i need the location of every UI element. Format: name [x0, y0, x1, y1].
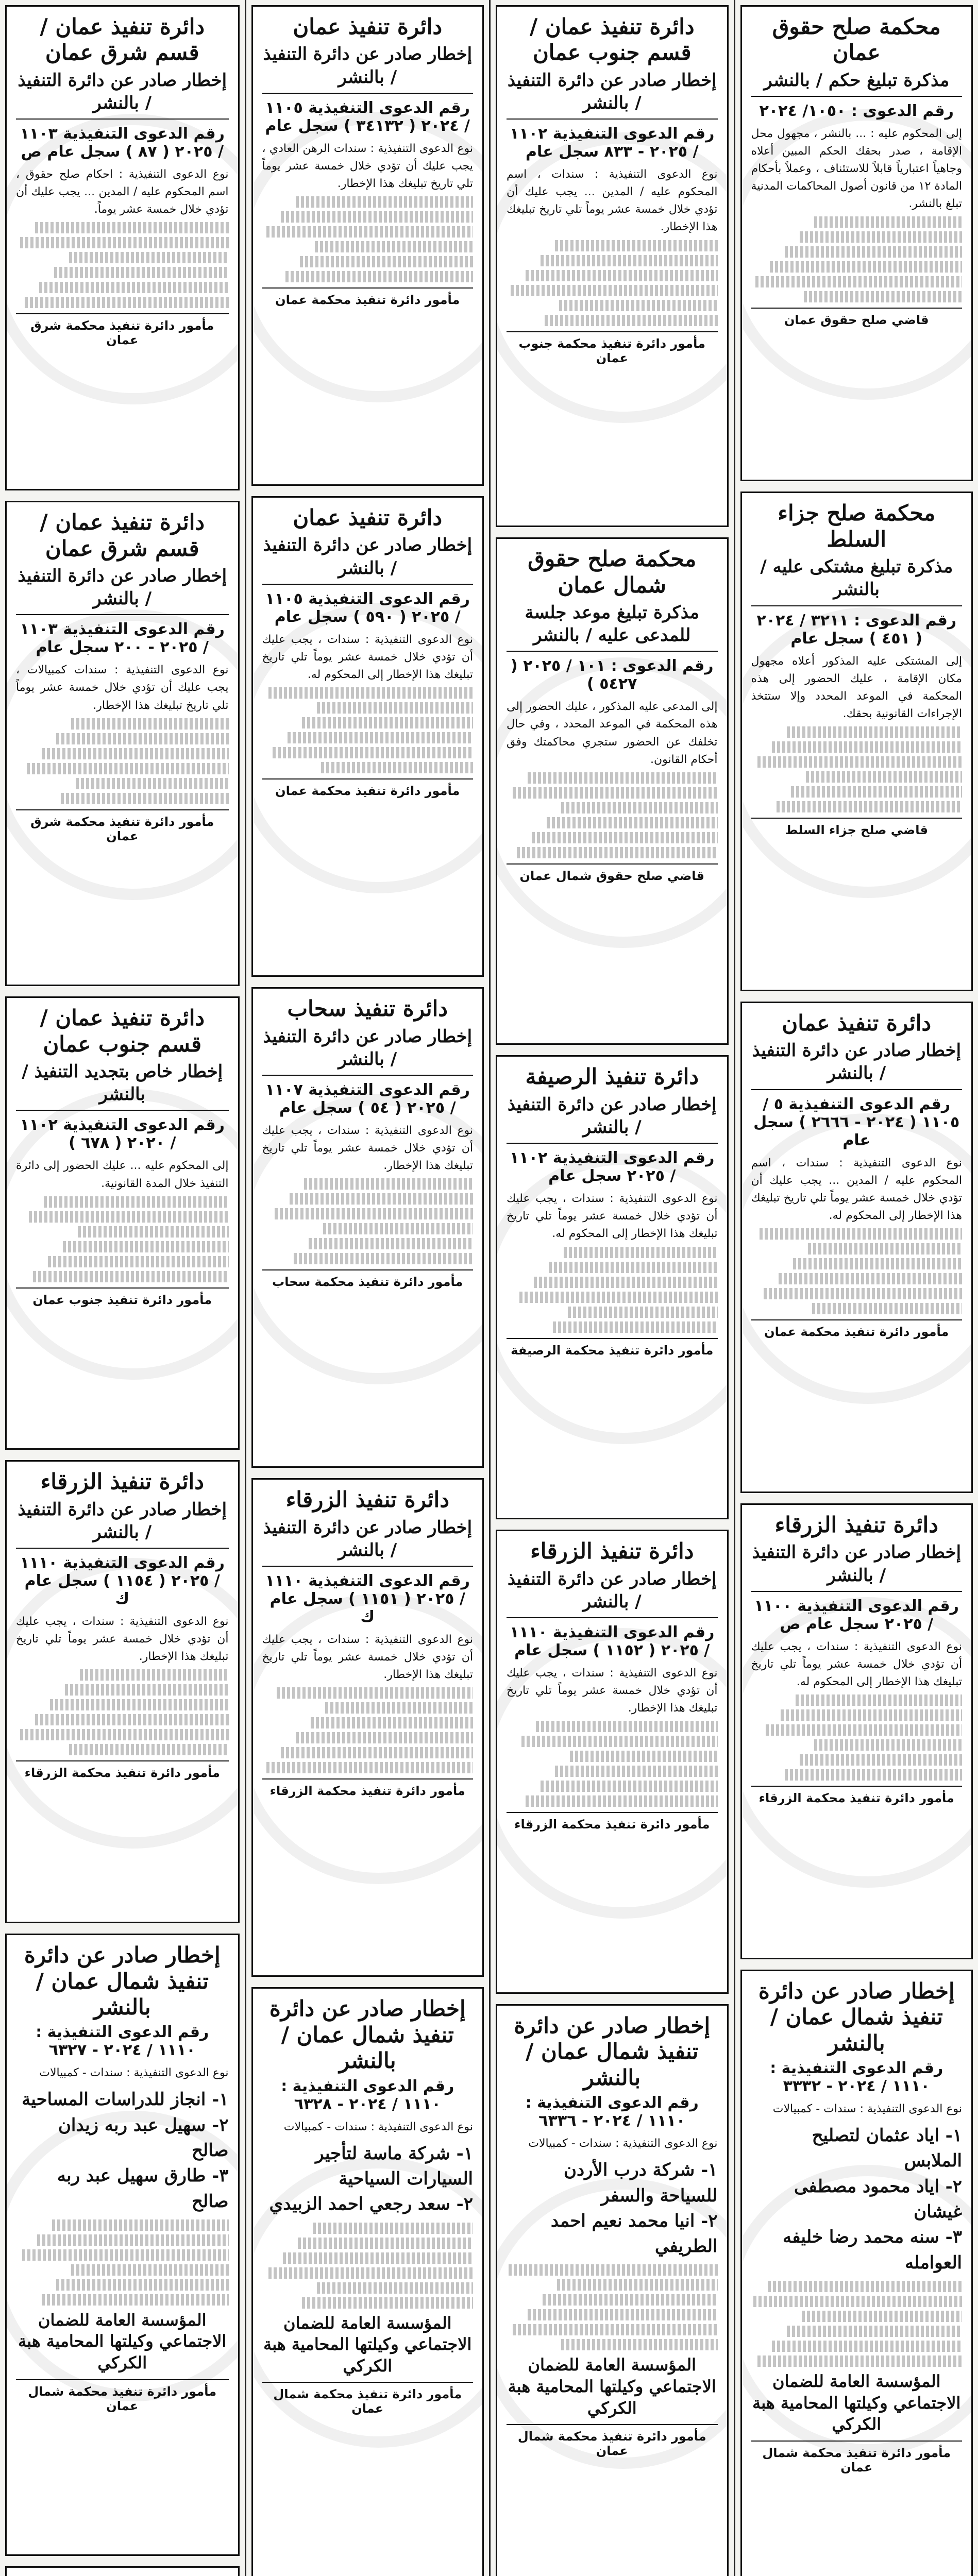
text-line — [22, 2249, 228, 2261]
legal-notice — [5, 2566, 240, 2576]
notice-subject: إخطار صادر عن دائرة التنفيذ / بالنشر — [751, 1039, 963, 1090]
notice-signature: قاضي صلح حقوق شمال عمان — [507, 863, 718, 883]
text-line — [35, 222, 228, 233]
text-line — [561, 2339, 717, 2350]
text-line — [48, 1256, 229, 1267]
text-line — [772, 741, 962, 753]
notice-case-number: رقم الدعوى التنفيذية ١١١٠ / ٢٠٢٥ ( ١١٥٢ ) سجل عام — [510, 1623, 715, 1659]
text-line — [517, 847, 717, 858]
text-line — [281, 211, 473, 223]
legal-notice — [496, 1530, 729, 1994]
text-line — [521, 1736, 718, 1747]
notice-court-title: دائرة تنفيذ الزرقاء — [40, 1469, 204, 1495]
legal-notice — [5, 5, 240, 490]
text-line — [37, 2234, 228, 2246]
notice-body-text: نوع الدعوى التنفيذية : سندات ، اسم المحكوم عليه / المدين ... يجب عليك أن تؤدي خلال خمسة عشر يوماً تلي تاريخ تبليغك هذا الإخطار إلى المحكوم له. — [751, 1156, 962, 1222]
legal-notice — [496, 1055, 729, 1519]
notice-subject: إخطار خاص بتجديد التنفيذ / بالنشر — [16, 1060, 229, 1111]
text-line — [785, 1769, 962, 1781]
text-line — [543, 2294, 718, 2306]
notice-case-number: رقم الدعوى : ٣٢١١ / ٢٠٢٤ ( ٤٥١ ) سجل عام — [756, 611, 957, 648]
notice-case-number: رقم الدعوى التنفيذية ١١٠٢ / ٢٠٢٥ - ٨٣٣ سجل عام — [510, 125, 715, 161]
legal-notice — [5, 1460, 240, 1923]
notice-subject: مذكرة تبليغ حكم / بالنشر — [751, 69, 963, 97]
notice-signature: مأمور دائرة تنفيذ محكمة شمال عمان — [16, 2379, 229, 2413]
text-line — [559, 300, 717, 311]
text-line — [300, 256, 473, 267]
notice-case-number: رقم الدعوى التنفيذية ١١٠٢ / ٢٠٢٠ ( ٦٧٨ ) — [20, 1116, 225, 1153]
legal-notice — [5, 996, 240, 1450]
notice-signature: مأمور دائرة تنفيذ محكمة شمال عمان — [507, 2424, 718, 2458]
text-line — [787, 2326, 962, 2337]
notice-body-text: نوع الدعوى التنفيذية : سندات ، يجب عليك أن تؤدي خلال خمسة عشر يوماً تلي تاريخ تبليغك هذا الإخطار إلى المحكوم له. — [751, 1640, 962, 1688]
text-line — [768, 2281, 962, 2292]
notice-court-title: دائرة تنفيذ عمان — [293, 14, 443, 39]
text-line — [273, 747, 473, 758]
text-line — [536, 1721, 717, 1732]
watermark-emblem — [740, 607, 973, 898]
text-line — [44, 1196, 229, 1208]
text-line — [549, 1262, 718, 1273]
notice-creditor-org: المؤسسة العامة للضمان الاجتماعي وكيلتها المحامية هبة الكركي — [752, 2371, 961, 2434]
text-line — [302, 2297, 473, 2309]
notice-case-number: رقم الدعوى التنفيذية ١١٠٧ / ٢٠٢٥ ( ٥٤ ) سجل عام — [265, 1080, 470, 1117]
notice-court-title: إخطار صادر عن دائرة تنفيذ شمال عمان / بالنشر — [269, 1996, 466, 2074]
notice-case-number: رقم الدعوى التنفيذية ١١٠٣ / ٢٠٢٥ ( ٨٧ ) سجل عام ص — [20, 125, 225, 161]
notice-body-text: نوع الدعوى التنفيذية : سندات ، يجب عليك أن تؤدي خلال خمسة عشر يوماً تلي تاريخ تبليغك هذا الإخطار. — [507, 1666, 718, 1715]
text-line — [25, 297, 229, 308]
notice-court-title: دائرة تنفيذ الرصيفة — [525, 1064, 699, 1090]
text-line — [71, 718, 228, 730]
text-line — [812, 1303, 962, 1314]
legal-notice — [496, 537, 729, 1045]
notice-case-number: رقم الدعوى التنفيذية ٥ / ١١٠٥ ( ٢٠٢٤ - ٢٦٦٦ ) سجل عام — [753, 1095, 960, 1149]
text-line — [313, 2223, 473, 2234]
notice-subject: إخطار صادر عن دائرة التنفيذ / بالنشر — [262, 1516, 474, 1567]
text-line — [755, 276, 962, 287]
notice-signature: مأمور دائرة تنفيذ محكمة شرق عمان — [16, 809, 229, 843]
legal-notice — [251, 496, 484, 977]
text-line — [564, 1247, 718, 1258]
text-line — [806, 771, 962, 783]
text-line — [52, 2219, 228, 2231]
notice-subject: إخطار صادر عن دائرة التنفيذ / بالنشر — [262, 43, 474, 93]
text-line — [325, 1702, 473, 1714]
text-line — [570, 1751, 718, 1762]
notice-column — [245, 0, 490, 2576]
notice-signature: مأمور دائرة تنفيذ محكمة شمال عمان — [751, 2441, 963, 2475]
legal-notice — [251, 987, 484, 1468]
notice-signature: مأمور دائرة تنفيذ محكمة الزرقاء — [751, 1786, 963, 1805]
text-line — [555, 1766, 717, 1777]
text-line — [50, 1699, 229, 1710]
notice-body-text: نوع الدعوى التنفيذية : سندات ، يجب عليك أن تؤدي خلال خمسة عشر يوماً تلي تاريخ تبليغك هذا الإخطار. — [262, 1633, 473, 1682]
notice-case-number: رقم الدعوى : ١٠٥٠/ ٢٠٢٤ — [759, 101, 954, 120]
text-line — [557, 2279, 717, 2291]
text-line — [288, 732, 473, 743]
legal-notice — [496, 2004, 729, 2576]
notice-parties: ١- اياد عثمان لتصليح الملابس ٢- اياد محمود مصطفى غيشان ٣- سنه محمد رضا خليفه العوامله — [783, 2125, 962, 2273]
text-line — [78, 1226, 229, 1238]
text-line — [63, 1241, 229, 1252]
text-line — [513, 787, 717, 799]
text-line — [545, 315, 718, 326]
text-line — [532, 832, 717, 843]
notice-parties: ١- شركة درب الأردن للسياحة والسفر ٢- انيا محمد نعيم احمد الطريفي — [550, 2160, 718, 2257]
notice-case-number: رقم الدعوى التنفيذية ١١٠٥ / ٢٠٢٤ ( ٣٤١٣٢ ) سجل عام — [265, 98, 470, 135]
legal-notice — [251, 5, 484, 486]
text-line — [268, 2267, 473, 2279]
text-line — [42, 748, 229, 759]
text-line — [304, 1178, 473, 1190]
notice-body-text: نوع الدعوى التنفيذية : سندات ، يجب عليك أن تؤدي خلال خمسة عشر يوماً تلي تاريخ تبليغك هذا الإخطار. — [262, 1124, 473, 1173]
notice-body-text: نوع الدعوى التنفيذية : سندات - كمبيالات — [772, 2103, 962, 2116]
legal-notice — [496, 5, 729, 527]
notice-case-number: رقم الدعوى التنفيذية : ١١١٠ / ٢٠٢٤ - ٦٣٢٨ — [281, 2077, 454, 2113]
text-line — [793, 1258, 962, 1269]
text-line — [785, 246, 962, 258]
notice-body-text: نوع الدعوى التنفيذية : سندات الرهن العادي ، يجب عليك أن تؤدي خلال خمسة عشر يوماً تلي تاريخ تبليغك هذا الإخطار. — [262, 142, 473, 190]
text-line — [69, 1744, 228, 1755]
notice-subject: إخطار صادر عن دائرة التنفيذ / بالنشر — [16, 69, 229, 120]
notice-signature: قاضي صلح حقوق عمان — [751, 308, 963, 327]
text-line — [27, 763, 229, 774]
notice-court-title: إخطار صادر عن دائرة تنفيذ شمال عمان / بالنشر — [514, 2012, 711, 2090]
text-line — [266, 1762, 473, 1773]
legal-notice — [5, 501, 240, 986]
notice-case-number: رقم الدعوى التنفيذية : ١١١٠ / ٢٠٢٤ - ٦٣٣٦ — [525, 2094, 699, 2130]
text-line — [772, 2341, 962, 2352]
legal-notice — [740, 492, 973, 991]
notice-body-text: نوع الدعوى التنفيذية : سندات - كمبيالات — [39, 2066, 229, 2080]
text-line — [528, 772, 718, 784]
text-line — [277, 1687, 473, 1699]
notice-subject: إخطار صادر عن دائرة التنفيذ / بالنشر — [16, 1498, 229, 1549]
legal-notice — [740, 1970, 973, 2576]
text-line — [526, 1795, 718, 1807]
notice-signature: مأمور دائرة تنفيذ محكمة جنوب عمان — [507, 331, 718, 365]
notice-body-text: إلى المشتكى عليه المذكور أعلاه مجهول مكان الإقامة ، عليك الحضور إلى هذه المحكمة في الموعد المحدد وإلا ستتخذ الإجراءات القانونية بحقك. — [751, 654, 962, 720]
notice-signature: مأمور دائرة تنفيذ محكمة الزرقاء — [507, 1812, 718, 1832]
legal-notice — [5, 1934, 240, 2556]
notice-parties: ١- شركة ماسة لتأجير السيارات السياحية ٢- سعد رجعي احمد الزبيدي — [269, 2143, 473, 2215]
text-line — [311, 1717, 473, 1728]
text-line — [285, 271, 473, 282]
notice-signature: مأمور دائرة تنفيذ محكمة الرصيفة — [507, 1338, 718, 1358]
notice-signature: مأمور دائرة تنفيذ محكمة شمال عمان — [262, 2382, 474, 2416]
text-line — [779, 1273, 962, 1284]
notice-court-title: دائرة تنفيذ الزرقاء — [285, 1487, 449, 1513]
text-line — [757, 2355, 962, 2367]
notice-creditor-org: المؤسسة العامة للضمان الاجتماعي وكيلتها المحامية هبة الكركي — [508, 2355, 716, 2418]
text-line — [298, 2238, 473, 2249]
text-line — [528, 2309, 718, 2320]
notice-subject: إخطار صادر عن دائرة التنفيذ / بالنشر — [16, 565, 229, 615]
notice-signature: مأمور دائرة تنفيذ محكمة عمان — [262, 287, 474, 307]
text-line — [796, 1694, 963, 1706]
text-line — [808, 1243, 962, 1255]
legal-notice — [740, 1002, 973, 1493]
notice-body-text: نوع الدعوى التنفيذية : سندات - كمبيالات — [528, 2137, 718, 2150]
text-line — [283, 2252, 473, 2264]
text-line — [764, 1288, 962, 1299]
text-line — [29, 1211, 229, 1223]
notice-case-number: رقم الدعوى التنفيذية : ١١١٠ / ٢٠٢٤ - ٦٣٢٧ — [36, 2023, 209, 2060]
text-line — [71, 2264, 228, 2276]
notice-subject: إخطار صادر عن دائرة التنفيذ / بالنشر — [751, 1541, 963, 1591]
notice-parties: ١- انجاز للدراسات المساحية ٢- سهيل عبد ربه زيدان صالح ٣- طارق سهيل عبد ربه صالح — [22, 2089, 229, 2212]
text-line — [321, 762, 473, 773]
text-line — [800, 231, 962, 243]
notice-subject: مذكرة تبليغ مشتكى عليه / بالنشر — [751, 555, 963, 606]
text-line — [42, 2294, 229, 2306]
text-line — [511, 285, 717, 296]
notice-column — [734, 0, 978, 2576]
notice-body-text: نوع الدعوى التنفيذية : سندات ، يجب عليك أن تؤدي خلال خمسة عشر يوماً تلي تاريخ تبليغك هذا الإخطار. — [16, 1615, 229, 1664]
notice-case-number: رقم الدعوى التنفيذية ١١١٠ / ٢٠٢٥ ( ١١٥١ ) سجل عام ك — [265, 1572, 470, 1626]
notice-case-number: رقم الدعوى التنفيذية ١١٠٢ / ٢٠٢٥ سجل عام — [510, 1149, 715, 1185]
notice-court-title: إخطار صادر عن دائرة تنفيذ شمال عمان / بالنشر — [24, 1942, 221, 2020]
text-line — [290, 1193, 473, 1205]
notice-signature: مأمور دائرة تنفيذ محكمة سحاب — [262, 1269, 474, 1289]
text-line — [281, 1747, 473, 1758]
text-line — [553, 1321, 717, 1333]
text-line — [275, 1208, 473, 1219]
text-line — [787, 726, 962, 738]
notice-court-title: محكمة صلح حقوق عمان — [772, 14, 941, 65]
notice-body-text: إلى المحكوم عليه ... عليك الحضور إلى دائرة التنفيذ خلال المدة القانونية. — [16, 1159, 229, 1190]
notice-body-text: نوع الدعوى التنفيذية : سندات كمبيالات ، يجب عليك أن تؤدي خلال خمسة عشر يوماً تلي تاريخ تبليغك هذا الإخطار. — [16, 664, 229, 712]
notice-case-number: رقم الدعوى : ١٠١ / ٢٠٢٥ ( ٥٤٢٧ ) — [510, 657, 714, 693]
text-line — [309, 1238, 473, 1249]
text-line — [513, 2324, 717, 2335]
notice-body-text: نوع الدعوى التنفيذية : سندات ، يجب عليك أن تؤدي خلال خمسة عشر يوماً تلي تاريخ تبليغك هذا الإخطار إلى المحكوم له. — [262, 633, 473, 682]
text-line — [766, 1724, 962, 1736]
text-line — [33, 1271, 229, 1282]
notice-court-title: دائرة تنفيذ عمان / قسم شرق عمان — [40, 14, 205, 65]
text-line — [804, 291, 962, 302]
notice-subject: إخطار صادر عن دائرة التنفيذ / بالنشر — [262, 1025, 474, 1076]
notice-creditor-org: المؤسسة العامة للضمان الاجتماعي وكيلتها المحامية هبة الكركي — [18, 2310, 227, 2373]
text-line — [541, 1781, 718, 1792]
text-line — [317, 2282, 473, 2294]
notice-body-text: إلى المحكوم عليه : ... بالنشر ، مجهول محل الإقامة ، صدر بحقك الحكم المبين أعلاه وجاهياً اعتبارياً قابلاً للاستئناف ، وعملاً بأحكام المادة ١٢ من قانون أصول المحاكمات المدنية تبلغ بالنشر. — [751, 127, 962, 211]
notice-court-title: دائرة تنفيذ الزرقاء — [530, 1538, 694, 1564]
notice-signature: مأمور دائرة تنفيذ محكمة الزرقاء — [262, 1778, 474, 1798]
notice-body-text: نوع الدعوى التنفيذية : سندات ، اسم المحكوم عليه / المدين ... يجب عليك أن تؤدي خلال خمسة عشر يوماً تلي تاريخ تبليغك هذا الإخطار. — [507, 168, 718, 234]
text-line — [56, 733, 228, 744]
text-line — [561, 802, 717, 814]
text-line — [777, 801, 962, 812]
notice-signature: مأمور دائرة تنفيذ محكمة شرق عمان — [16, 313, 229, 347]
text-line — [791, 786, 962, 798]
notice-court-title: دائرة تنفيذ الزرقاء — [774, 1512, 938, 1537]
notice-case-number: رقم الدعوى التنفيذية ١١٠٥ / ٢٠٢٥ ( ٥٩٠ ) سجل عام — [265, 589, 470, 626]
notice-subject: إخطار صادر عن دائرة التنفيذ / بالنشر — [507, 69, 718, 120]
text-line — [568, 1307, 718, 1318]
notice-subject: مذكرة تبليغ موعد جلسة للمدعى عليه / بالنشر — [507, 601, 718, 652]
text-line — [519, 1292, 718, 1303]
notice-court-title: دائرة تنفيذ عمان / قسم شرق عمان — [40, 510, 205, 561]
text-line — [39, 282, 228, 293]
text-line — [323, 1223, 473, 1234]
notice-body-text: نوع الدعوى التنفيذية : سندات ، يجب عليك أن تؤدي خلال خمسة عشر يوماً تلي تاريخ تبليغك هذا الإخطار إلى المحكوم له. — [507, 1192, 718, 1241]
text-line — [534, 1277, 717, 1288]
text-line — [555, 240, 717, 251]
notice-subject: إخطار صادر عن دائرة التنفيذ / بالنشر — [507, 1568, 718, 1618]
text-line — [294, 1253, 473, 1264]
notice-court-title: محكمة صلح حقوق شمال عمان — [528, 546, 697, 598]
notice-case-number: رقم الدعوى التنفيذية : ١١١٠ / ٢٠٢٤ - ٣٣٣٢ — [770, 2059, 943, 2096]
text-line — [69, 252, 228, 263]
text-line — [268, 687, 473, 699]
notice-signature: قاضي صلح جزاء السلط — [751, 818, 963, 837]
text-line — [80, 1669, 229, 1681]
legal-notice — [251, 1478, 484, 1977]
notice-body-text: إلى المدعى عليه المذكور ، عليك الحضور إلى هذه المحكمة في الموعد المحدد ، وفي حال تخلفك عن الحضور ستجري محاكمتك وفق أحكام القانون. — [507, 700, 718, 766]
notice-court-title: دائرة تنفيذ سحاب — [287, 996, 448, 1022]
text-line — [760, 1228, 962, 1240]
text-line — [296, 196, 473, 208]
notice-court-title: دائرة تنفيذ عمان — [293, 505, 443, 531]
text-line — [541, 255, 718, 266]
text-line — [76, 778, 229, 789]
text-line — [315, 241, 473, 252]
notice-court-title: إخطار صادر عن دائرة تنفيذ شمال عمان / بالنشر — [758, 1978, 955, 2056]
text-line — [56, 2279, 228, 2291]
text-line — [757, 756, 962, 768]
text-line — [547, 817, 718, 828]
text-line — [65, 1684, 229, 1696]
notice-court-title: دائرة تنفيذ عمان — [782, 1010, 932, 1036]
text-line — [781, 1709, 962, 1721]
text-line — [20, 237, 228, 248]
text-line — [317, 702, 473, 714]
text-line — [526, 270, 718, 281]
notice-creditor-org: المؤسسة العامة للضمان الاجتماعي وكيلتها المحامية هبة الكركي — [263, 2313, 472, 2376]
legal-notice — [740, 1503, 973, 1959]
text-line — [814, 1739, 962, 1751]
notice-court-title: دائرة تنفيذ عمان / قسم جنوب عمان — [40, 1005, 205, 1057]
notice-court-title: محكمة صلح جزاء السلط — [778, 500, 936, 552]
notice-column — [0, 0, 245, 2576]
text-line — [753, 2296, 962, 2307]
notice-signature: مأمور دائرة تنفيذ محكمة الزرقاء — [16, 1760, 229, 1780]
notice-signature: مأمور دائرة تنفيذ محكمة عمان — [751, 1319, 963, 1339]
notice-signature: مأمور دائرة تنفيذ محكمة عمان — [262, 778, 474, 798]
text-line — [802, 2311, 962, 2322]
notice-body-text: نوع الدعوى التنفيذية : احكام صلح حقوق ، اسم المحكوم عليه / المدين ... يجب عليك أن تؤدي خلال خمسة عشر يوماً. — [16, 168, 229, 216]
text-line — [770, 261, 962, 273]
text-line — [509, 2264, 717, 2276]
notice-case-number: رقم الدعوى التنفيذية ١١٠٠ / ٢٠٢٥ سجل عام ص — [754, 1597, 959, 1633]
notice-body-text: نوع الدعوى التنفيذية : سندات - كمبيالات — [283, 2120, 473, 2133]
notice-signature: مأمور دائرة تنفيذ جنوب عمان — [16, 1287, 229, 1307]
text-line — [800, 1754, 962, 1766]
notice-subject: إخطار صادر عن دائرة التنفيذ / بالنشر — [507, 1093, 718, 1144]
notice-court-title: دائرة تنفيذ عمان / قسم جنوب عمان — [529, 14, 695, 65]
text-line — [296, 1732, 473, 1743]
text-line — [61, 793, 229, 804]
text-line — [266, 226, 473, 238]
notice-column — [489, 0, 734, 2576]
text-line — [35, 1714, 228, 1725]
text-line — [302, 717, 473, 728]
notice-case-number: رقم الدعوى التنفيذية ١١١٠ / ٢٠٢٥ ( ١١٥٤ ) سجل عام ك — [20, 1554, 225, 1608]
legal-notice — [251, 1987, 484, 2576]
text-line — [814, 216, 962, 228]
text-line — [20, 1729, 228, 1740]
text-line — [54, 267, 228, 278]
notice-case-number: رقم الدعوى التنفيذية ١١٠٣ / ٢٠٢٥ - ٢٠٠ سجل عام — [20, 620, 225, 657]
notice-subject: إخطار صادر عن دائرة التنفيذ / بالنشر — [262, 534, 474, 584]
legal-notice — [740, 5, 973, 481]
